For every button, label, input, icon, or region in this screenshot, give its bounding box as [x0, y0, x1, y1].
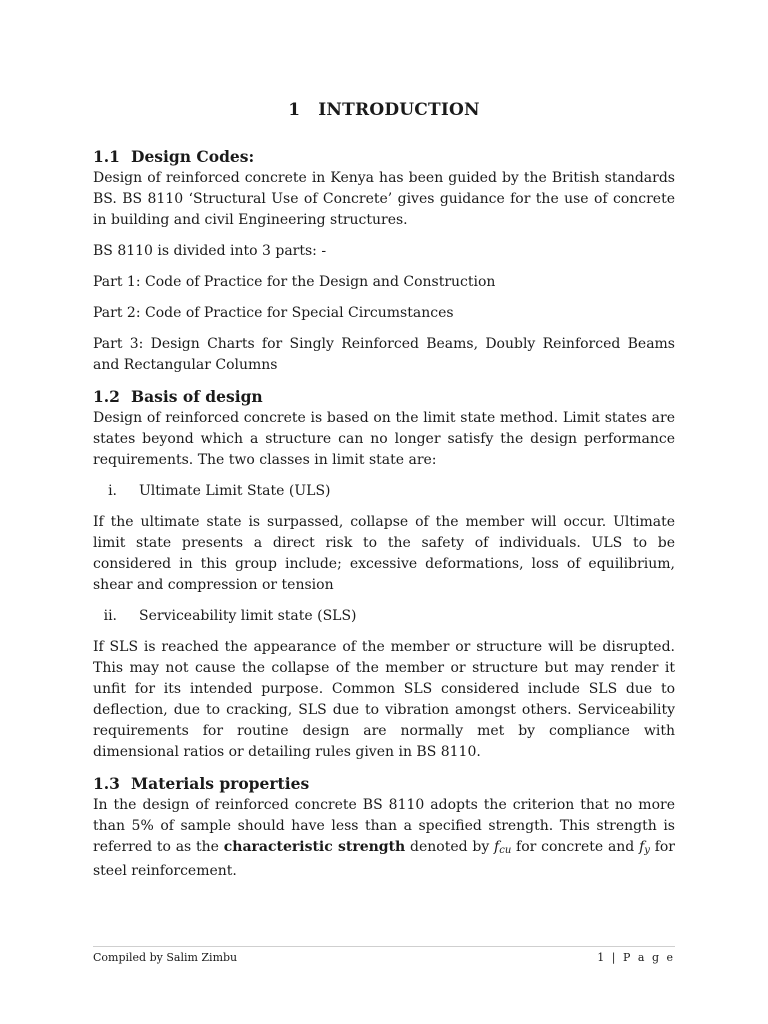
symbol-subscript: cu	[499, 845, 512, 856]
section-title: Design Codes:	[131, 147, 255, 166]
list-item	[93, 606, 675, 627]
paragraph	[93, 795, 675, 882]
paragraph: Part 1: Code of Practice for the Design and Construction	[93, 274, 496, 290]
section-heading	[93, 386, 675, 408]
symbol-fcu	[494, 839, 511, 855]
paragraph: BS 8110 is divided into 3 parts: -	[93, 243, 327, 259]
symbol-letter: f	[639, 839, 645, 855]
text-run: In the design of reinforced concrete BS 8110 adopts the criterion that no more than 5% of sample should have less than a specified strength. This strength is referred to as the	[93, 797, 675, 855]
section-title: Materials properties	[131, 774, 310, 793]
list-item	[93, 481, 675, 502]
symbol-fy	[639, 839, 650, 855]
section-materials-properties	[93, 773, 675, 882]
symbol-subscript: y	[644, 845, 650, 856]
document-page	[93, 100, 675, 892]
section-basis-of-design	[93, 386, 675, 763]
page-number: 1 | P a g e	[597, 951, 675, 964]
list-item-text: Serviceability limit state (SLS)	[139, 608, 357, 624]
section-design-codes	[93, 146, 675, 376]
list-marker: i.	[108, 483, 117, 499]
text-run: for concrete and	[511, 839, 640, 855]
paragraph: Design of reinforced concrete is based on the limit state method. Limit states are states beyond which a structure can no longer satisfy the design performance requirements. The two classes in limit state are:	[93, 410, 675, 468]
paragraph: Design of reinforced concrete in Kenya has been guided by the British standards BS. BS 8110 ‘Structural Use of Concrete’ gives guidance for the use of concrete in building and civil Engineering structures.	[93, 170, 675, 228]
chapter-heading	[93, 100, 675, 120]
section-title: Basis of design	[131, 387, 263, 406]
text-run: denoted by	[405, 839, 495, 855]
symbol-letter: f	[494, 839, 500, 855]
paragraph: Part 2: Code of Practice for Special Circumstances	[93, 305, 454, 321]
section-number: 1.3	[93, 774, 120, 793]
emphasis-text: characteristic strength	[223, 839, 406, 855]
chapter-number: 1	[288, 100, 301, 120]
section-heading	[93, 773, 675, 795]
section-number: 1.2	[93, 387, 120, 406]
section-number: 1.1	[93, 147, 120, 166]
list-marker: ii.	[103, 608, 117, 624]
page-footer	[93, 946, 675, 964]
paragraph: If SLS is reached the appearance of the member or structure will be disrupted. This may not cause the collapse of the member or structure but may render it unfit for its intended purpose. Common SLS considered include SLS due to deflection, due to cracking, SLS due to vibration amongst others. Serviceability requirements for routine design are normally met by compliance with dimensional ratios or detailing rules given in BS 8110.	[93, 639, 675, 760]
paragraph: Part 3: Design Charts for Singly Reinforced Beams, Doubly Reinforced Beams and Rectangular Columns	[93, 336, 675, 373]
list-item-text: Ultimate Limit State (ULS)	[139, 483, 331, 499]
chapter-title: INTRODUCTION	[318, 100, 480, 120]
section-heading	[93, 146, 675, 168]
footer-author: Compiled by Salim Zimbu	[93, 951, 238, 964]
paragraph: If the ultimate state is surpassed, collapse of the member will occur. Ultimate limit state presents a direct risk to the safety of individuals. ULS to be considered in this group include; excessive deformations, loss of equilibrium, shear and compression or tension	[93, 514, 675, 593]
text-run: for steel reinforcement.	[93, 839, 675, 879]
